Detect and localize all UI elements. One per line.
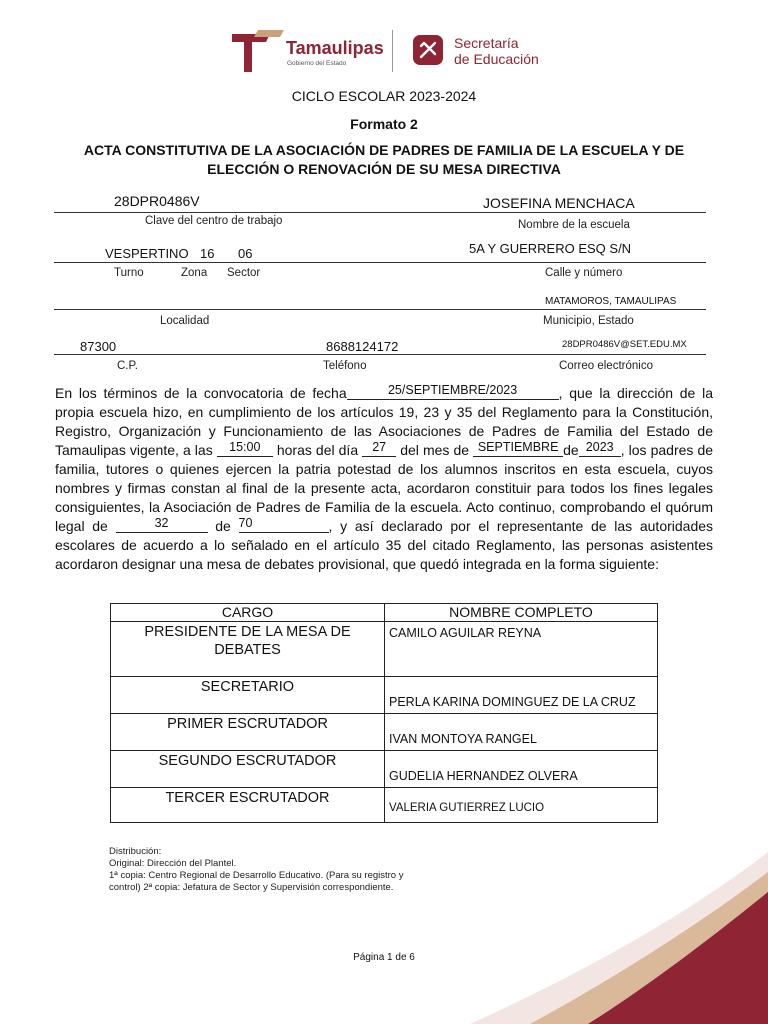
municipio-label: Municipio, Estado	[543, 315, 634, 327]
calle-value: 5A Y GUERRERO ESQ S/N	[469, 241, 632, 256]
cp-label: C.P.	[117, 360, 138, 372]
tamaulipas-emblem-icon	[230, 28, 286, 74]
ciclo-escolar: CICLO ESCOLAR 2023-2024	[291, 88, 477, 104]
logo-secretaria-line1: Secretaría	[454, 35, 519, 51]
total-value: 70	[238, 516, 253, 530]
paragraph-text-2: , que la dirección de la propia escuela hizo, en cumplimiento de los artículos 19, 23 y 35 del Reglamento para la Constitución, Registro, Organización y Funcionamiento de las Asociaciones de Padres de Familia del Estado de Tamaulipas vigente, a las	[55, 385, 713, 458]
page-number: Página 1 de 6	[353, 952, 415, 963]
table-row	[111, 788, 658, 823]
header-cargo: CARGO	[111, 604, 385, 622]
row4-line	[54, 354, 706, 355]
nombre-label: Nombre de la escuela	[518, 219, 630, 231]
nombre-cell: GUDELIA HERNANDEZ OLVERA	[389, 769, 578, 783]
formato-label: Formato 2	[350, 116, 418, 132]
distribucion-title: Distribución:	[109, 846, 162, 857]
paragraph-text-1: En los términos de la convocatoria de fecha	[55, 385, 347, 401]
row2-line	[54, 262, 706, 263]
secretaria-emblem-icon	[412, 34, 444, 66]
cargo-cell-line2: DEBATES	[214, 642, 281, 658]
row1-line	[54, 212, 706, 213]
row3-line	[54, 309, 706, 310]
table-row	[111, 622, 658, 677]
telefono-value: 8688124172	[326, 339, 399, 354]
table-row	[111, 751, 658, 788]
distribucion-original: Original: Dirección del Plantel.	[109, 858, 237, 869]
cp-value: 87300	[80, 339, 117, 354]
telefono-label: Teléfono	[323, 360, 367, 372]
table-row	[111, 677, 658, 714]
cargo-cell: SECRETARIO	[200, 679, 295, 695]
cargo-cell: PRESIDENTE DE LA MESA DE	[144, 624, 351, 640]
zona-value: 16	[200, 246, 215, 261]
turno-value: VESPERTINO	[105, 246, 189, 261]
logo-tamaulipas-subtext: Gobierno del Estado	[287, 60, 347, 67]
anio-value: 2023	[585, 440, 614, 454]
distribucion-copia2: control) 2ª copia: Jefatura de Sector y Supervisión correspondiente.	[109, 882, 394, 893]
turno-label: Turno	[114, 267, 144, 279]
paragraph-text-3: horas del día	[276, 442, 359, 458]
correo-value: 28DPR0486V@SET.EDU.MX	[562, 339, 687, 350]
cargo-cell: PRIMER ESCRUTADOR	[167, 716, 328, 732]
nombre-escuela-value: JOSEFINA MENCHACA	[483, 195, 635, 211]
sector-value: 06	[238, 246, 253, 261]
paragraph-text-8: , y así declarado por el representante de las autoridades escolares de acuerdo a lo señalado en el artículo 35 del citado Reglamento, las personas asistentes acordaron designar una mesa de debates provisional, que quedó integrada en la forma siguiente:	[55, 518, 714, 572]
nombre-cell: PERLA KARINA DOMINGUEZ DE LA CRUZ	[389, 695, 636, 709]
header-nombre: NOMBRE COMPLETO	[385, 604, 658, 622]
distribucion-copia1: 1ª copia: Centro Regional de Desarrollo Educativo. (Para su registro y	[109, 870, 404, 881]
calle-label: Calle y número	[545, 267, 623, 279]
sector-label: Sector	[227, 267, 261, 279]
table-header-row	[111, 604, 658, 622]
mesa-debates-table	[110, 603, 658, 823]
paragraph-text-4: del mes de	[400, 442, 470, 458]
logo-tamaulipas-text: Tamaulipas	[286, 38, 384, 58]
document-title-line2: ELECCIÓN O RENOVACIÓN DE SU MESA DIRECTIVA	[207, 161, 561, 177]
header-logos	[226, 26, 546, 76]
municipio-value: MATAMOROS, TAMAULIPAS	[545, 296, 677, 307]
cargo-cell: TERCER ESCRUTADOR	[165, 790, 330, 806]
distribucion-block	[109, 846, 403, 894]
mes-value: SEPTIEMBRE	[477, 440, 559, 454]
localidad-label: Localidad	[160, 315, 210, 327]
logo-divider	[392, 30, 393, 72]
logo-secretaria-line2: de Educación	[454, 51, 539, 67]
paragraph-text-7: de	[215, 518, 231, 534]
hora-value: 15:00	[229, 440, 261, 454]
zona-label: Zona	[181, 267, 208, 279]
clave-label: Clave del centro de trabajo	[145, 215, 283, 227]
nombre-cell: VALERIA GUTIERREZ LUCIO	[389, 802, 545, 814]
nombre-cell: IVAN MONTOYA RANGEL	[389, 732, 537, 746]
nombre-cell: CAMILO AGUILAR REYNA	[389, 626, 542, 640]
paragraph-text-5: de	[563, 442, 579, 458]
fecha-convocatoria-value: 25/SEPTIEMBRE/2023	[387, 383, 518, 397]
table-row	[111, 714, 658, 751]
paragraph-text-6: , los padres de familia, tutores o quienes ejercen la patria potestad de los alumnos inscritos en esta escuela, cuyos nombres y firmas constan al final de la presente acta, acordaron constituir para todos los fines legales consiguientes, la Asociación de Padres de Familia de la escuela. Acto continuo, comprobando el quórum legal de	[55, 442, 714, 534]
clave-value: 28DPR0486V	[114, 193, 200, 209]
cargo-cell: SEGUNDO ESCRUTADOR	[158, 753, 337, 769]
convocatoria-paragraph	[55, 384, 713, 574]
document-title-line1: ACTA CONSTITUTIVA DE LA ASOCIACIÓN DE PADRES DE FAMILIA DE LA ESCUELA Y DE	[83, 142, 685, 158]
correo-label: Correo electrónico	[559, 360, 653, 372]
dia-value: 27	[372, 440, 387, 454]
quorum-value: 32	[154, 516, 169, 530]
